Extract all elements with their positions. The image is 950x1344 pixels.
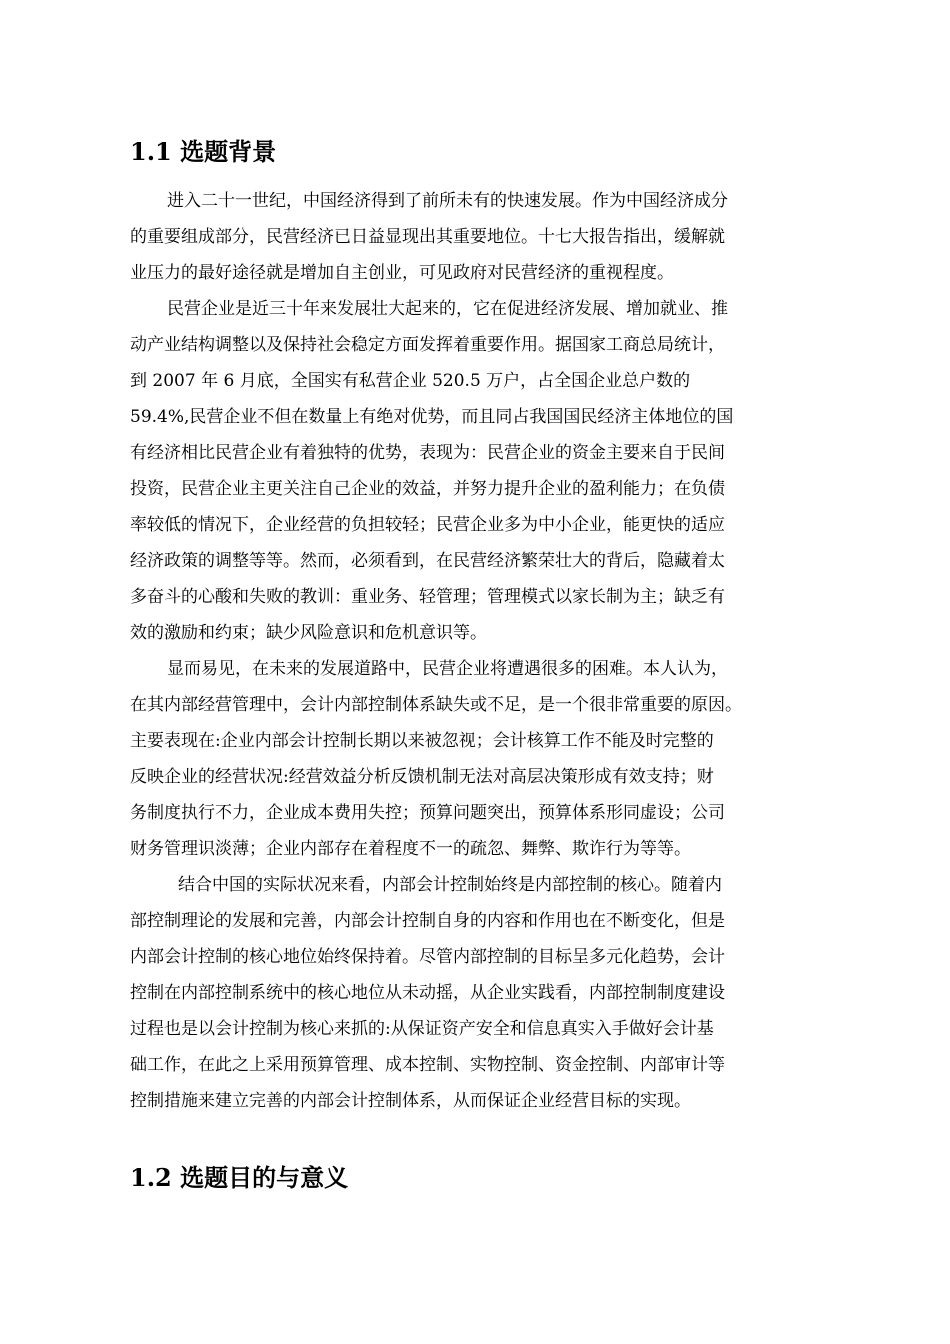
paragraph-line: 到 2007 年 6 月底，全国实有私营企业 520.5 万户，占全国企业总户数的 xyxy=(130,371,691,391)
paragraph-line: 在其内部经营管理中，会计内部控制体系缺失或不足，是一个很非常重要的原因。 xyxy=(130,695,742,715)
section-heading-background: 1.1 选题背景 xyxy=(130,137,277,166)
paragraph-line: 进入二十一世纪，中国经济得到了前所未有的快速发展。作为中国经济成分 xyxy=(167,191,728,211)
paragraph-line: 民营企业是近三十年来发展壮大起来的，它在促进经济发展、增加就业、推 xyxy=(167,299,728,319)
paragraph-line: 投资，民营企业主更关注自己企业的效益，并努力提升企业的盈利能力；在负债 xyxy=(130,479,725,499)
paragraph-line: 内部会计控制的核心地位始终保持着。尽管内部控制的目标呈多元化趋势，会计 xyxy=(130,947,725,967)
paragraph-line: 控制在内部控制系统中的核心地位从未动摇，从企业实践看，内部控制制度建设 xyxy=(130,983,725,1003)
paragraph-line: 主要表现在:企业内部会计控制长期以来被忽视；会计核算工作不能及时完整的 xyxy=(130,731,714,751)
paragraph-line: 务制度执行不力，企业成本费用失控；预算问题突出，预算体系形同虚设；公司 xyxy=(130,803,725,823)
paragraph-line: 反映企业的经营状况:经营效益分析反馈机制无法对高层决策形成有效支持；财 xyxy=(130,767,714,787)
paragraph-line: 控制措施来建立完善的内部会计控制体系，从而保证企业经营目标的实现。 xyxy=(130,1091,691,1111)
paragraph-line: 动产业结构调整以及保持社会稳定方面发挥着重要作用。据国家工商总局统计， xyxy=(130,335,725,355)
section-heading-purpose: 1.2 选题目的与意义 xyxy=(130,1163,349,1192)
paragraph-line: 的重要组成部分，民营经济已日益显现出其重要地位。十七大报告指出，缓解就 xyxy=(130,227,725,247)
paragraph-line: 有经济相比民营企业有着独特的优势，表现为：民营企业的资金主要来自于民间 xyxy=(130,443,725,463)
paragraph-line: 效的激励和约束；缺少风险意识和危机意识等。 xyxy=(130,623,487,643)
paragraph-line: 59.4%,民营企业不但在数量上有绝对优势，而且同占我国国民经济主体地位的国 xyxy=(130,407,734,427)
paragraph-line: 业压力的最好途径就是增加自主创业，可见政府对民营经济的重视程度。 xyxy=(130,263,674,283)
paragraph-line: 显而易见，在未来的发展道路中，民营企业将遭遇很多的困难。本人认为， xyxy=(167,659,728,679)
paragraph-line: 财务管理识淡薄；企业内部存在着程度不一的疏忽、舞弊、欺诈行为等等。 xyxy=(130,839,691,859)
paragraph-line: 结合中国的实际状况来看，内部会计控制始终是内部控制的核心。随着内 xyxy=(178,875,722,895)
paragraph-line: 过程也是以会计控制为核心来抓的:从保证资产安全和信息真实入手做好会计基 xyxy=(130,1019,714,1039)
paragraph-line: 率较低的情况下，企业经营的负担较轻；民营企业多为中小企业，能更快的适应 xyxy=(130,515,725,535)
paragraph-line: 部控制理论的发展和完善，内部会计控制自身的内容和作用也在不断变化，但是 xyxy=(130,911,725,931)
paragraph-line: 础工作，在此之上采用预算管理、成本控制、实物控制、资金控制、内部审计等 xyxy=(130,1055,725,1075)
paragraph-line: 多奋斗的心酸和失败的教训：重业务、轻管理；管理模式以家长制为主；缺乏有 xyxy=(130,587,725,607)
paragraph-line: 经济政策的调整等等。然而，必须看到，在民营经济繁荣壮大的背后，隐藏着太 xyxy=(130,551,725,571)
